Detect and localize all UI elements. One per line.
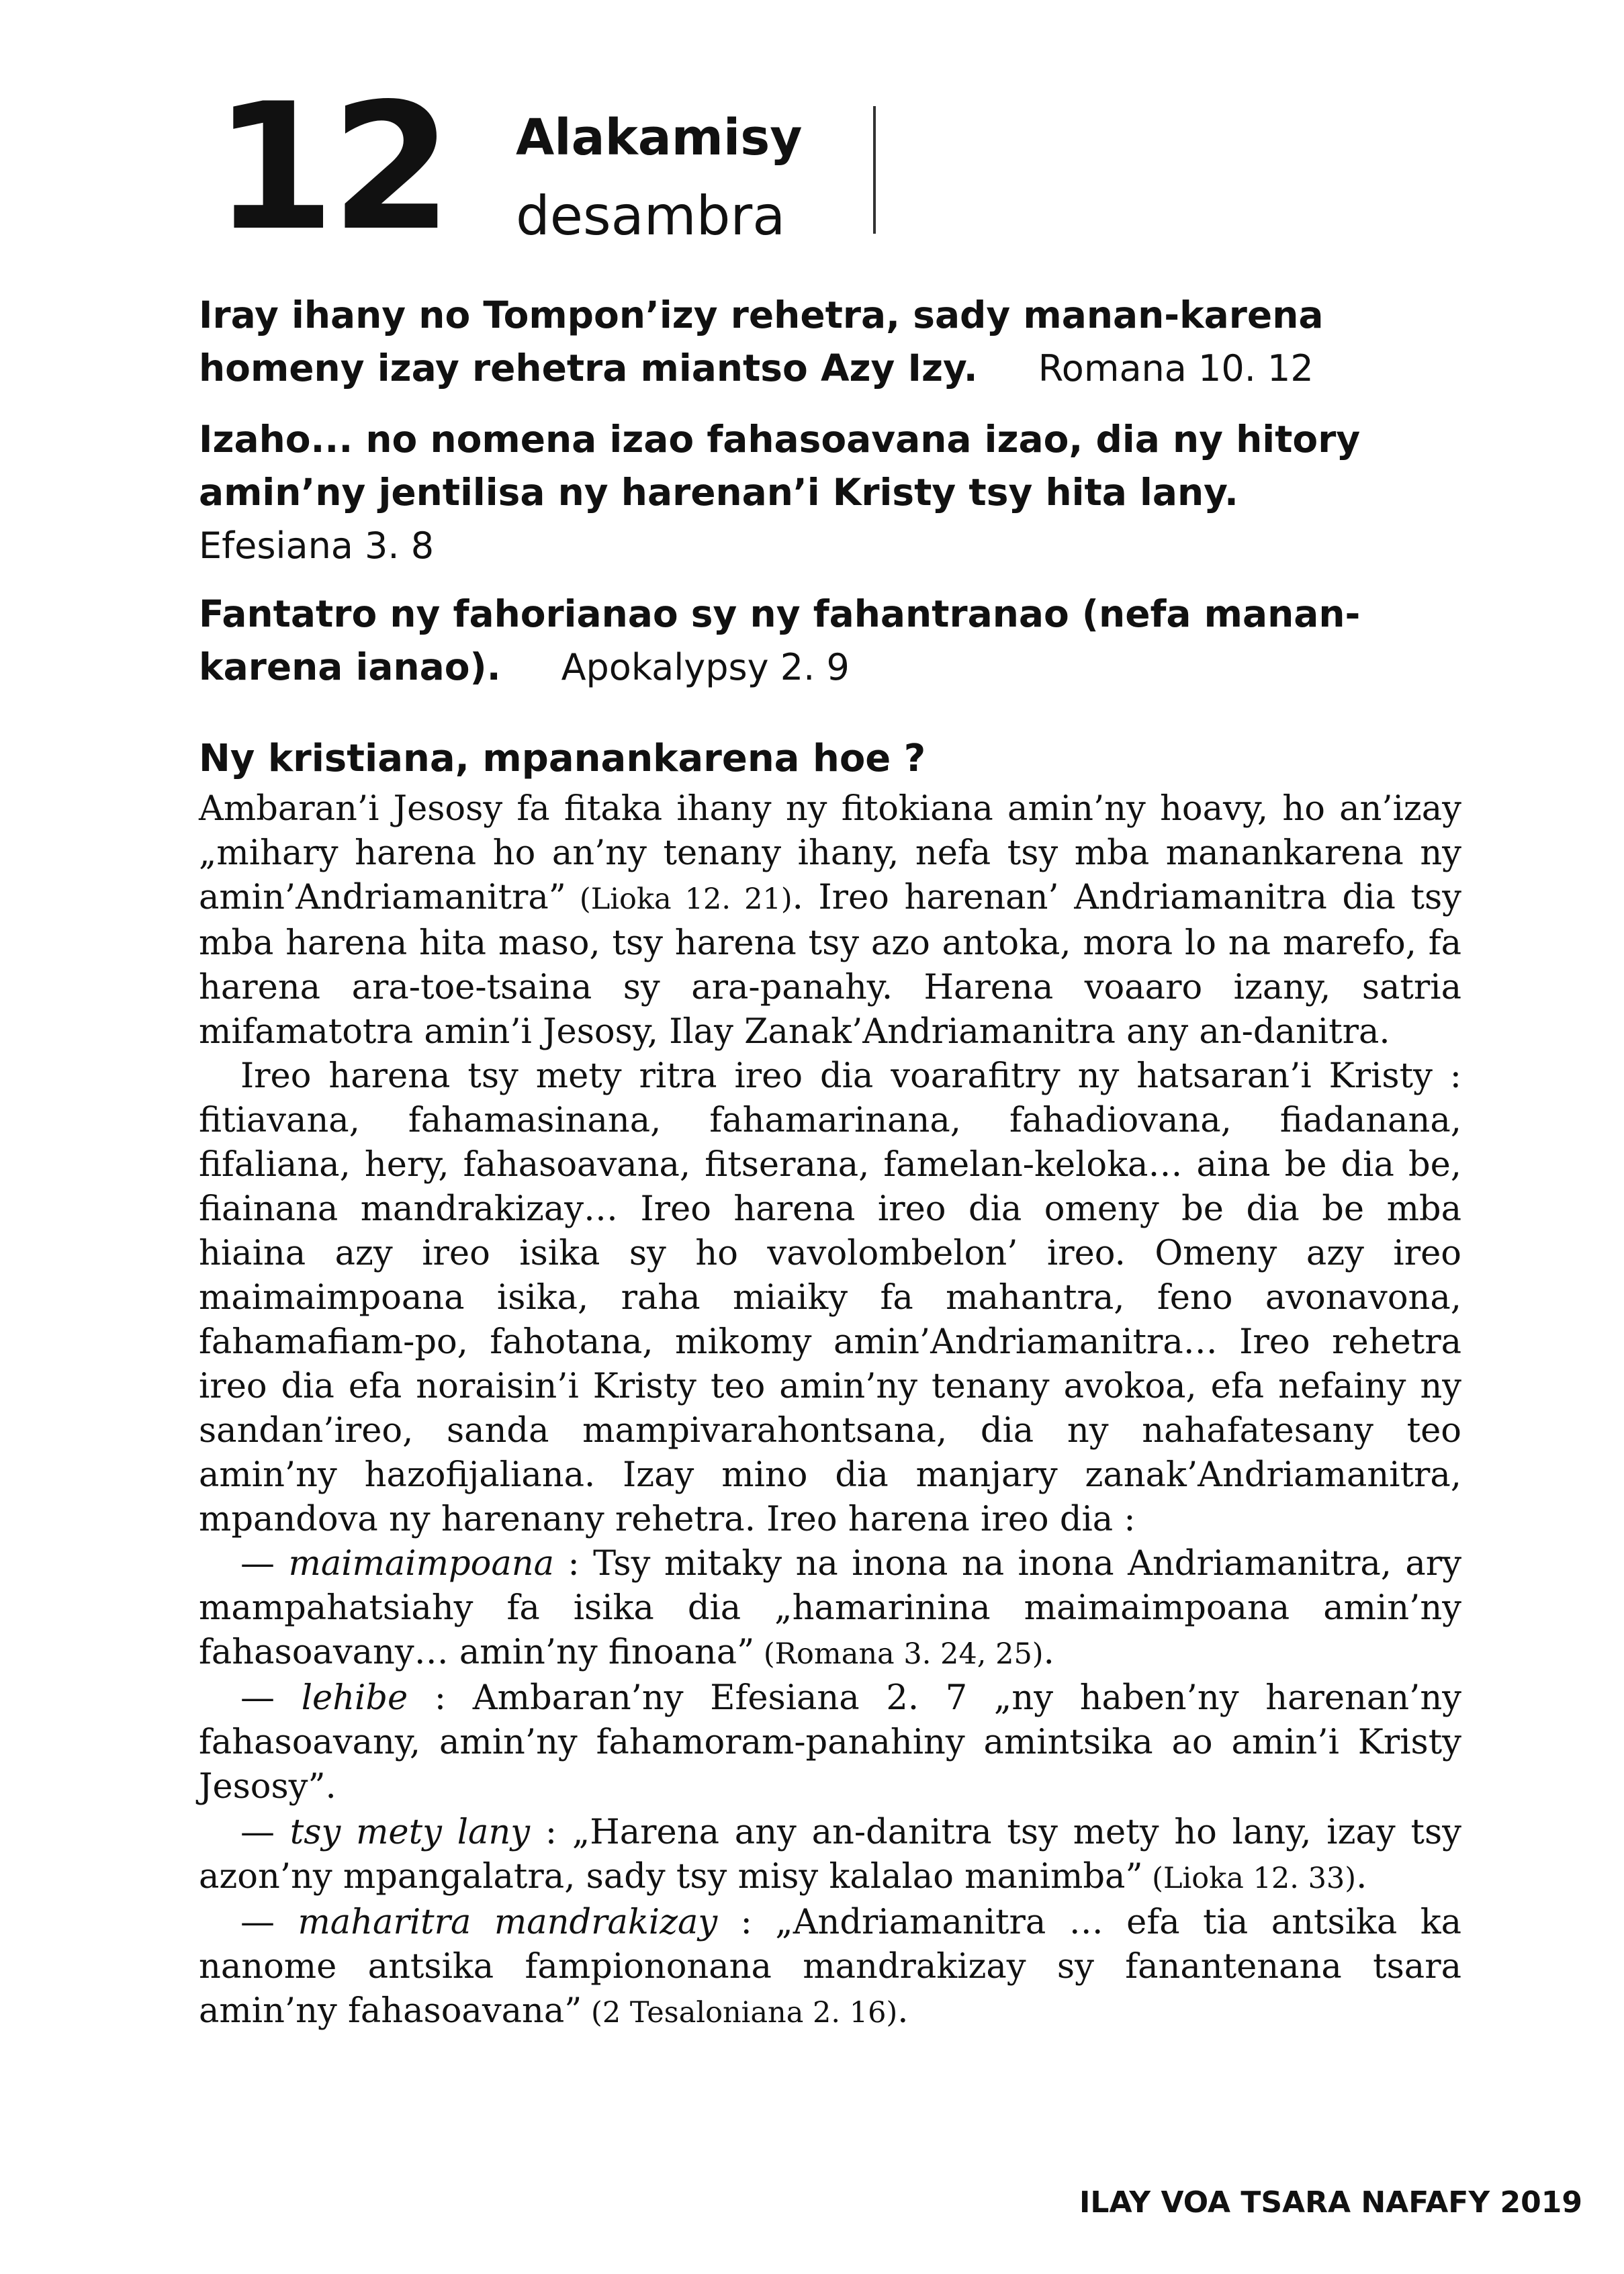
meditation-title: Ny kristiana, mpanankarena hoe ? [199, 737, 926, 780]
dash: — [240, 1544, 289, 1584]
publication-footer: ILAY VOA TSARA NAFAFY 2019 [1079, 2185, 1582, 2220]
meditation-body [199, 787, 1461, 2035]
verse-reference: Romana 10. 12 [1038, 347, 1314, 390]
verse-text: Fantatro ny fahorianao sy ny fahantranao (nefa manan-karena ianao). [199, 592, 1361, 688]
scripture-reference: (Lioka 12. 33) [1142, 1862, 1357, 1895]
verse-reference: Apokalypsy 2. 9 [561, 646, 850, 688]
list-item [199, 1901, 1461, 2035]
list-term: maimaimpoana [288, 1544, 554, 1584]
meditation-paragraph: Ireo harena tsy mety ritra ireo dia voarafitry ny hatsaran’i Kristy : fitiavana, fahamasinana, fahamarinana, fahadiovana, fiadanana, fifaliana, hery, fahasoavana, fitserana, famelan-keloka… aina be dia be, fiainana mandrakizay… Ireo harena ireo dia omeny be dia be mba hiaina azy ireo isika sy ho vavolombelon’ ireo. Omeny azy ireo maimaimpoana isika, raha miaiky fa mahantra, feno avonavona, fahamafiam-po, fahotana, mikomy amin’Andriamanitra… Ireo rehetra ireo dia efa noraisin’i Kristy teo amin’ny tenany avokoa, efa nefainy ny sandan’ireo, sanda mampivarahontsana, dia ny nahafatesany teo amin’ny hazofijaliana. Izay mino dia manjary zanak’Andriamanitra, mpandova ny harenany rehetra. Ireo harena ireo dia : [199, 1056, 1461, 1539]
verse-reference: Efesiana 3. 8 [199, 525, 435, 567]
day-number: 12 [214, 66, 449, 269]
paragraph-text: . Ireo harenan’ Andriamanitra dia tsy mba harena hita maso, tsy harena tsy azo antoka, mora lo na marefo, fa harena ara-toe-tsaina sy ara-panahy. Harena voaaro izany, satria mifamatotra amin’i Jesosy, Ilay Zanak’Andriamanitra any an-danitra. [199, 878, 1461, 1052]
list-text: : „Harena any an-danitra tsy mety ho lany, izay tsy azon’ny mpangalatra, sady tsy misy kalalao manimba” [199, 1813, 1461, 1897]
list-term: lehibe [301, 1678, 408, 1718]
dash: — [240, 1813, 290, 1852]
verse [199, 289, 1461, 395]
list-item [199, 1811, 1461, 1901]
list-end: . [897, 1991, 909, 2031]
verse-text: Iray ihany no Tompon’izy rehetra, sady manan-karena homeny izay rehetra miantso Azy Izy. [199, 293, 1324, 390]
list-text: : „Andriamanitra … efa tia antsika ka nanome antsika fampiononana mandrakizay sy fanantenana tsara amin’ny fahasoavana” [199, 1903, 1462, 2031]
list-term: maharitra mandrakizay [298, 1903, 718, 1942]
paragraph-text: Ambaran’i Jesosy fa fitaka ihany ny fitokiana amin’ny hoavy, ho an’izay „mihary harena ho an’ny tenany ihany, nefa tsy mba manankarena ny amin’Andriamanitra” [199, 789, 1461, 917]
scripture-reference: (2 Tesaloniana 2. 16) [582, 1996, 898, 2030]
list-item [199, 1542, 1461, 1676]
scripture-reference: (Romana 3. 24, 25) [754, 1637, 1044, 1671]
list-end: . [1043, 1633, 1054, 1672]
list-item [199, 1676, 1461, 1811]
month: desambra [516, 185, 786, 247]
meditation-paragraph [199, 787, 1461, 1054]
verse-text: Izaho... no nomena izao fahasoavana izao, dia ny hitory amin’ny jentilisa ny harenan’i Kristy tsy hita lany. [199, 418, 1361, 514]
weekday: Alakamisy [516, 109, 803, 167]
verse [199, 588, 1461, 694]
scripture-reference: (Lioka 12. 21) [566, 882, 793, 916]
list-end: . [1356, 1857, 1367, 1897]
list-term: tsy mety lany [289, 1813, 531, 1852]
header-divider [873, 106, 876, 234]
verse [199, 413, 1461, 572]
list-text: : Ambaran’ny Efesiana 2. 7 „ny haben’ny harenan’ny fahasoavany, amin’ny fahamoram-panahiny amintsika ao amin’i Kristy Jesosy”. [199, 1678, 1461, 1807]
dash: — [240, 1678, 302, 1718]
dash: — [240, 1903, 298, 1942]
list-text: : Tsy mitaky na inona na inona Andriamanitra, ary mampahatsiahy fa isika dia „hamarinina maimaimpoana amin’ny fahasoavany… amin’ny finoana” [199, 1544, 1462, 1672]
